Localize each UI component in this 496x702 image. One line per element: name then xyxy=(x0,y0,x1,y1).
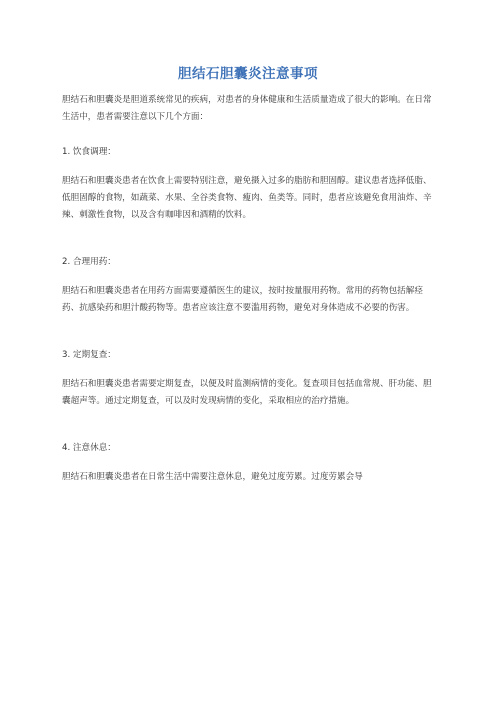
section-heading-medication: 2. 合理用药： xyxy=(62,257,116,267)
section-heading-rest: 4. 注意休息： xyxy=(62,443,116,453)
section-body-checkup: 胆结石和胆囊炎患者需要定期复查，以便及时监测病情的变化。复查项目包括血常规、肝功能、胆囊超声等。通过定期复查，可以及时发现病情的变化，采取相应的治疗措施。 xyxy=(62,379,432,406)
intro-paragraph: 胆结石和胆囊炎是胆道系统常见的疾病，对患者的身体健康和生活质量造成了很大的影响。在日常生活中，患者需要注意以下几个方面： xyxy=(62,95,432,122)
document-title: 胆结石胆囊炎注意事项 xyxy=(178,66,318,82)
section-heading-diet: 1. 饮食调理： xyxy=(62,147,116,157)
section-body-diet: 胆结石和胆囊炎患者在饮食上需要特别注意，避免摄入过多的脂肪和胆固醇。建议患者选择低脂、低胆固醇的食物，如蔬菜、水果、全谷类食物、瘦肉、鱼类等。同时，患者应该避免食用油炸、辛辣、刺激性食物，以及含有咖啡因和酒精的饮料。 xyxy=(62,176,432,220)
section-body-medication: 胆结石和胆囊炎患者在用药方面需要遵循医生的建议，按时按量服用药物。常用的药物包括解痉药、抗感染药和胆汁酸药物等。患者应该注意不要滥用药物，避免对身体造成不必要的伤害。 xyxy=(62,286,423,313)
section-heading-checkup: 3. 定期复查： xyxy=(62,350,116,360)
document-body xyxy=(62,92,434,486)
section-body-rest: 胆结石和胆囊炎患者在日常生活中需要注意休息，避免过度劳累。过度劳累会导 xyxy=(62,472,363,482)
